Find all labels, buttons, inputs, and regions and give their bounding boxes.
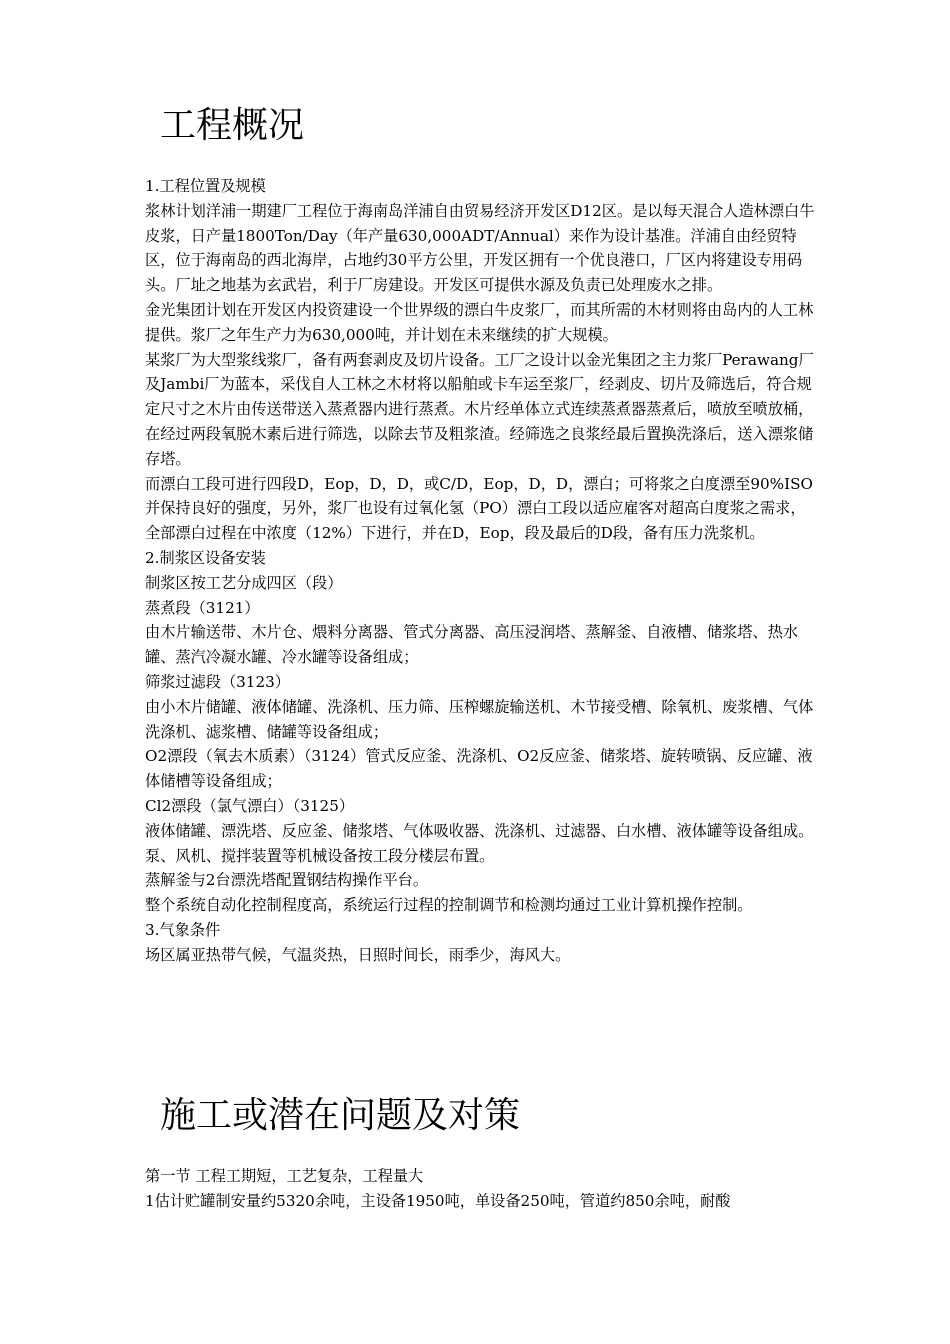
paragraph: 筛浆过滤段（3123） bbox=[145, 672, 290, 691]
section-overview-body bbox=[145, 174, 819, 968]
paragraph: O2漂段（氧去木质素）（3124）管式反应釜、洗涤机、O2反应釜、储浆塔、旋转喷锅、反应罐、液体储槽等设备组成； bbox=[145, 747, 813, 791]
paragraph: Cl2漂段（氯气漂白）（3125） bbox=[145, 796, 355, 815]
paragraph: 蒸煮段（3121） bbox=[145, 598, 260, 617]
paragraph: 金光集团计划在开发区内投资建设一个世界级的漂白牛皮浆厂，而其所需的木材则将由岛内的人工林提供。浆厂之年生产力为630,000吨，并计划在未来继续的扩大规模。 bbox=[145, 300, 814, 344]
paragraph: 泵、风机、搅拌装置等机械设备按工段分楼层布置。 bbox=[145, 846, 495, 865]
section-title-problems-countermeasures: 施工或潜在问题及对策 bbox=[160, 1095, 521, 1136]
paragraph: 而漂白工段可进行四段D，Eop，D，D，或C/D，Eop，D，D，漂白；可将浆之白度漂至90%ISO并保持良好的强度，另外，浆厂也设有过氧化氢（PO）漂白工段以适应雇客对超高白度浆之需求，全部漂白过程在中浓度（12%）下进行，并在D，Eop，段及最后的D段，备有压力洗浆机。 bbox=[145, 474, 813, 543]
paragraph: 3.气象条件 bbox=[145, 920, 221, 939]
paragraph: 浆林计划洋浦一期建厂工程位于海南岛洋浦自由贸易经济开发区D12区。是以每天混合人造林漂白牛皮浆，日产量1800Ton/Day（年产量630,000ADT/Annual）来作为设计基准。洋浦自由经贸特区，位于海南岛的西北海岸，占地约30平方公里，开发区拥有一个优良港口，厂区内将建设专用码头。厂址之地基为玄武岩，利于厂房建设。开发区可提供水源及负责已处理废水之排。 bbox=[145, 201, 815, 295]
paragraph: 液体储罐、漂洗塔、反应釜、储浆塔、气体吸收器、洗涤机、过滤器、白水槽、液体罐等设备组成。 bbox=[145, 821, 814, 840]
paragraph: 某浆厂为大型浆线浆厂，备有两套剥皮及切片设备。工厂之设计以金光集团之主力浆厂Perawang厂及Jambi厂为蓝本，采伐自人工林之木材将以船舶或卡车运至浆厂，经剥皮、切片及筛选后，符合规定尺寸之木片由传送带送入蒸煮器内进行蒸煮。木片经单体立式连续蒸煮器蒸煮后，喷放至喷放桶，在经过两段氧脱木素后进行筛选，以除去节及粗浆渣。经筛选之良浆经最后置换洗涤后，送入漂浆储存塔。 bbox=[145, 350, 814, 468]
paragraph: 场区属亚热带气候，气温炎热，日照时间长，雨季少，海风大。 bbox=[145, 945, 571, 964]
paragraph: 1.工程位置及规模 bbox=[145, 177, 266, 195]
paragraph: 由小木片储罐、液体储罐、洗涤机、压力筛、压榨螺旋输送机、木节接受槽、除氧机、废浆槽、气体洗涤机、滤浆槽、储罐等设备组成； bbox=[145, 697, 814, 741]
paragraph: 蒸解釜与2台漂洗塔配置钢结构操作平台。 bbox=[145, 871, 429, 890]
paragraph: 1估计贮罐制安量约5320余吨，主设备1950吨，单设备250吨，管道约850余吨，耐酸 bbox=[145, 1191, 731, 1210]
paragraph: 2.制浆区设备安装 bbox=[145, 548, 266, 567]
paragraph: 整个系统自动化控制程度高，系统运行过程的控制调节和检测均通过工业计算机操作控制。 bbox=[145, 896, 753, 915]
section-problems-body bbox=[145, 1164, 819, 1214]
paragraph: 制浆区按工艺分成四区（段） bbox=[145, 573, 343, 592]
paragraph: 由木片输送带、木片仓、煨料分离器、管式分离器、高压浸润塔、蒸解釜、自液槽、储浆塔、热水罐、蒸汽冷凝水罐、冷水罐等设备组成； bbox=[145, 623, 799, 667]
paragraph: 第一节 工程工期短，工艺复杂，工程量大 bbox=[145, 1167, 424, 1185]
section-title-overview: 工程概况 bbox=[160, 105, 305, 146]
